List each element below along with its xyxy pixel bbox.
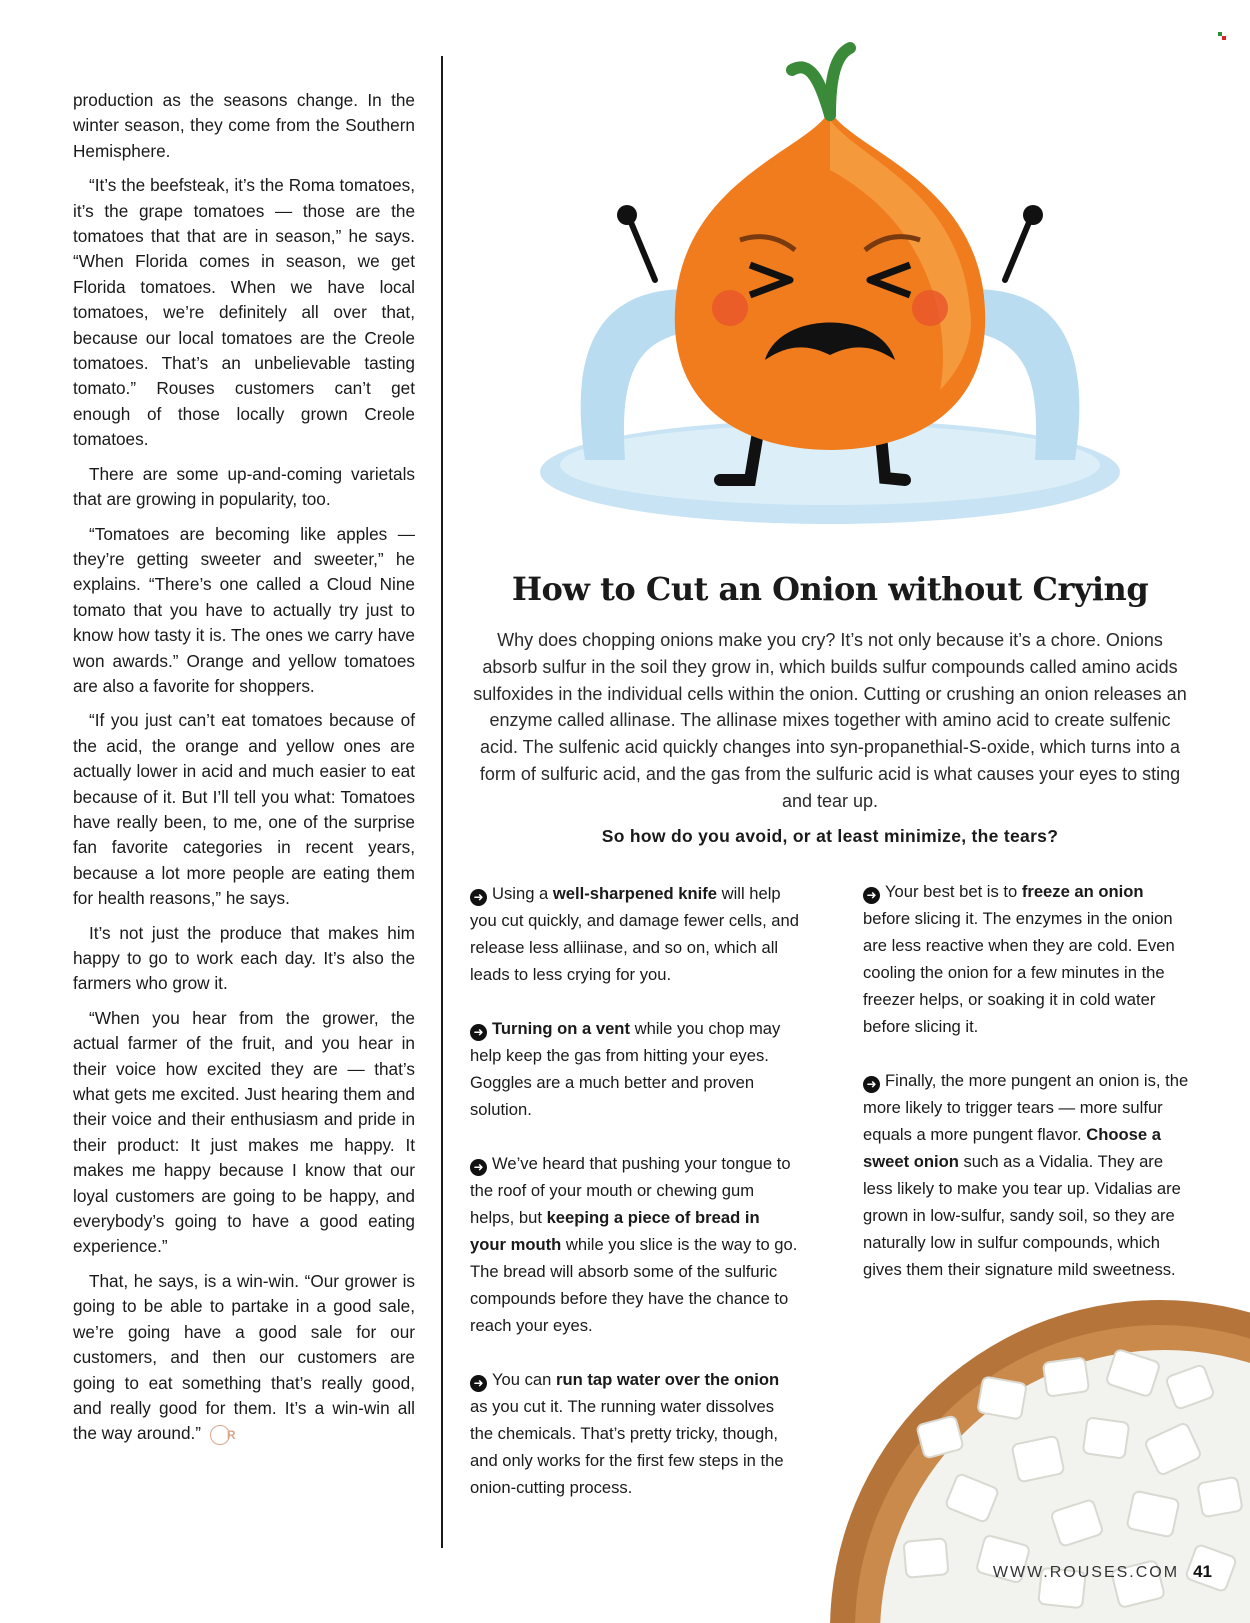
sidebar-title: How to Cut an Onion without Crying (511, 570, 1149, 608)
tip-highlight: freeze an onion (1021, 882, 1144, 901)
tip-text: while you slice is the way to go. The bread will absorb some of the sulfuric compounds before they have the chance to reach your eyes. (470, 1235, 798, 1335)
tip-text: Your best bet is to (885, 882, 1022, 901)
arrow-right-icon: ➜ (470, 1159, 487, 1176)
tip-item (470, 1366, 800, 1501)
tip-text: You can (492, 1370, 556, 1389)
article-paragraph: “If you just can’t eat tomatoes because of the acid, the orange and yellow ones are actually lower in acid and much easier to eat because of it. But I’ll tell you what: Tomatoes have really been, to me, one of the surprise fan favorite categories in recent years, because a lot more people are eating them for health reasons,” he says. (73, 710, 415, 909)
tip-item (863, 878, 1193, 1040)
tips-right-column (863, 878, 1193, 1310)
page-footer (993, 1562, 1212, 1582)
tip-text: Using a (492, 884, 553, 903)
tip-item (470, 1015, 800, 1123)
article-paragraph-text: That, he says, is a win-win. “Our grower is going to be able to partake in a good sale, we’re going have a good sale for our customers, and then our customers are going to eat something that’s really good, and really good for them. It’s a win-win all the way around.” (73, 1270, 415, 1444)
article-paragraph: There are some up-and-coming varietals that are growing in popularity, too. (73, 463, 415, 510)
tip-highlight: Choose a sweet onion (863, 1125, 1161, 1171)
tip-text: Finally, the more pungent an onion is, the more likely to trigger tears — more sulfur equals a more pungent flavor. (863, 1071, 1189, 1144)
website-url: WWW.ROUSES.COM (992, 1564, 1180, 1581)
tip-text: We’ve heard that pushing your tongue to the roof of your mouth or chewing gum helps, but (470, 1154, 791, 1227)
article-paragraph: “When you hear from the grower, the actual farmer of the fruit, and you hear in their voice how excited they are — that’s what gets me excited. Just hearing them and their voice and their enthusiasm and pride in their product: It just makes me happy. It makes me happy because I know that our loyal customers are going to be happy, and everybody’s going to have a good eating experience.” (73, 1007, 415, 1257)
arrow-right-icon: ➜ (863, 1076, 880, 1093)
tip-text: will help you cut quickly, and damage fewer cells, and release less alliinase, and so on, which all leads to less crying for you. (470, 884, 799, 984)
crying-onion-illustration (530, 40, 1140, 550)
tip-highlight: run tap water over the onion (555, 1370, 780, 1389)
tip-highlight: Turning on a vent (492, 1019, 630, 1038)
arrow-right-icon: ➜ (470, 1375, 487, 1392)
sidebar-intro: Why does chopping onions make you cry? It’s not only because it’s a chore. Onions absorb sulfur in the soil they grow in, which builds sulfur compounds called amino acids sulfoxides in the individual cells within the onion. Cutting or crushing an onion releases an enzyme called allinase. The allinase mixes together with amino acid to create sulfenic acid. The sulfenic acid quickly changes into syn-propanethial-S-oxide, which turns into a form of sulfuric acid, and the gas from the sulfuric acid is what causes your eyes to sting and tear up. (473, 630, 1187, 811)
tip-highlight: well-sharpened knife (552, 884, 718, 903)
tips-left-column (470, 880, 800, 1528)
rouses-end-mark-icon: R (210, 1425, 230, 1445)
page-number: 41 (1193, 1562, 1212, 1581)
tip-highlight: keeping a piece of bread in your mouth (470, 1208, 760, 1254)
article-paragraph: “Tomatoes are becoming like apples — they’re getting sweeter and sweeter,” he explains. “There’s one called a Cloud Nine tomato that you have to actually try just to know how tasty it is. The ones we carry have won awards.” Orange and yellow tomatoes are also a favorite for shoppers. (73, 523, 415, 696)
article-paragraph: It’s not just the produce that makes him happy to go to work each day. It’s also the farmers who grow it. (73, 922, 415, 994)
article-paragraph: “It’s the beefsteak, it’s the Roma tomatoes, it’s the grape tomatoes — those are the tomatoes that that are in season,” he says. “When Florida comes in season, we get Florida tomatoes. When we have local tomatoes, we’re definitely all over that, because our local tomatoes are the Creole tomatoes. That’s an unbelievable tasting tomato.” Rouses customers can’t get enough of those locally grown Creole tomatoes. (73, 175, 415, 450)
article-column (73, 88, 415, 1456)
arrow-right-icon: ➜ (470, 1024, 487, 1041)
tip-text: such as a Vidalia. They are less likely to make you tear up. Vidalias are grown in low-sulfur, sandy soil, so they are naturally low in sulfur compounds, which gives them their signature mild sweetness. (863, 1152, 1181, 1279)
corner-mark-icon (1218, 32, 1226, 40)
column-divider (441, 56, 443, 1548)
arrow-right-icon: ➜ (470, 889, 487, 906)
tip-text: before slicing it. The enzymes in the onion are less reactive when they are cold. Even cooling the onion for a few minutes in the freezer helps, or soaking it in cold water before slicing it. (863, 909, 1175, 1036)
tip-item (470, 880, 800, 988)
article-paragraph-last (73, 1269, 415, 1447)
article-paragraph: production as the seasons change. In the winter season, they come from the Southern Hemisphere. (73, 90, 415, 161)
tip-item (863, 1067, 1193, 1283)
tip-text: as you cut it. The running water dissolves the chemicals. That’s pretty tricky, though, and only works for the first few steps in the onion-cutting process. (470, 1397, 784, 1497)
tip-text: while you chop may help keep the gas from hitting your eyes. Goggles are a much better and proven solution. (470, 1019, 781, 1119)
tip-item (470, 1150, 800, 1339)
arrow-right-icon: ➜ (863, 887, 880, 904)
sidebar-question: So how do you avoid, or at least minimize, the tears? (601, 826, 1059, 846)
